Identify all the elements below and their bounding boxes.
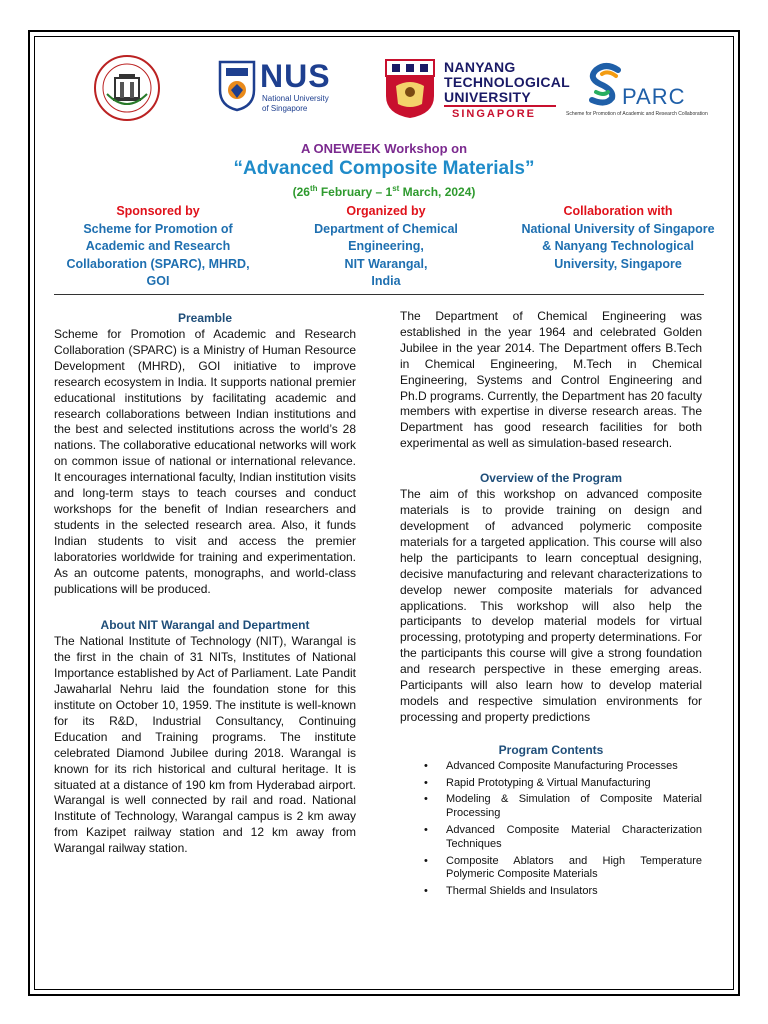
collaboration-line: National University of Singapore bbox=[521, 221, 715, 236]
list-item: • Advanced Composite Material Characterization Techniques bbox=[446, 824, 702, 852]
list-item: • Rapid Prototyping & Virtual Manufacturing bbox=[446, 777, 702, 791]
about-heading: About NIT Warangal and Department bbox=[100, 618, 310, 633]
nus-wordmark: NUS bbox=[260, 58, 331, 94]
sponsor-line: Academic and Research bbox=[85, 239, 231, 253]
list-item: • Advanced Composite Manufacturing Processes bbox=[446, 760, 702, 774]
list-item: • Modeling & Simulation of Composite Material Processing bbox=[446, 793, 702, 821]
sponsor-line: Scheme for Promotion of bbox=[83, 221, 233, 236]
sparc-tagline: Scheme for Promotion of Academic and Research Collaboration bbox=[566, 111, 708, 117]
section-divider bbox=[54, 294, 704, 295]
nus-subtitle bbox=[262, 94, 329, 114]
ntu-logo bbox=[384, 58, 571, 124]
date-sup: th bbox=[309, 184, 318, 193]
date-part: March, 2024) bbox=[399, 185, 476, 199]
left-column bbox=[54, 309, 356, 857]
sparc-s-icon bbox=[586, 62, 626, 106]
date-part: (26 bbox=[292, 185, 310, 199]
list-item: • Composite Ablators and High Temperature Polymeric Composite Materials bbox=[446, 855, 702, 883]
collaboration-line: University, Singapore bbox=[554, 256, 682, 271]
collaboration-block bbox=[506, 203, 730, 273]
ntu-line3: UNIVERSITY bbox=[444, 89, 532, 105]
nus-shield-icon bbox=[218, 60, 256, 112]
sponsor-line: Collaboration (SPARC), MHRD, bbox=[66, 256, 250, 271]
ntu-wordmark bbox=[444, 60, 570, 105]
preamble-heading: Preamble bbox=[177, 311, 233, 325]
collaboration-heading: Collaboration with bbox=[563, 204, 673, 218]
sponsor-heading: Sponsored by bbox=[116, 204, 200, 218]
overview-text: The aim of this workshop on advanced composite materials is to provide training on design and development of advanced polymeric composite materials for a targeted application. This course will also help the participants to learn conceptual designing, decisive manufacturing and relevant characterizations to develop newer composite materials for advanced applications. This workshop will also help the participants to develop material models for virtual processing, prototyping and property determinations. For the participants this course will give a strong foundation and research perspective in these emerging areas. Participants will also learn how to develop material models and respective simulation environments for processing and property predictions bbox=[400, 487, 702, 724]
date-sup: st bbox=[392, 184, 400, 193]
workshop-dates bbox=[34, 184, 734, 199]
preamble-text: Scheme for Promotion of Academic and Research Collaboration (SPARC) is a Ministry of Human Resource Development (MHRD), GOI initiative to improve research ecosystem in India. It supports national premier educational institutions by facilitating academic and research collaborations between Indian institutions and the best and selected institutions across the world’s 28 nations. The collaborative educational networks will work on common issue of national or international relevance. It encourages international faculty, Indian institution visits and long-term stays to teach courses and conduct workshops for the benefit of Indian researchers and students in the selected research area. Also, it funds Indian students to visit and access the premier laboratories worldwide for training and experimentation. As an outcome patents, monographs, and world-class publications will be produced. bbox=[54, 327, 356, 596]
nus-subtitle-line1: National University bbox=[262, 94, 329, 103]
workshop-title: “Advanced Composite Materials” bbox=[233, 158, 535, 179]
ntu-singapore: SINGAPORE bbox=[452, 108, 537, 120]
nus-logo bbox=[218, 56, 348, 120]
ntu-red-rule bbox=[444, 105, 556, 107]
organizer-block bbox=[300, 203, 472, 291]
nus-subtitle-line2: of Singapore bbox=[262, 104, 308, 113]
sponsor-block bbox=[48, 203, 268, 291]
list-item: • Thermal Shields and Insulators bbox=[446, 885, 702, 899]
organizer-line: Department of Chemical bbox=[314, 221, 458, 236]
right-column bbox=[400, 309, 702, 902]
organizer-line: Engineering, bbox=[348, 239, 424, 253]
program-contents-heading: Program Contents bbox=[498, 742, 604, 757]
workshop-line: A ONEWEEK Workshop on bbox=[300, 141, 468, 156]
organizer-line: NIT Warangal, bbox=[344, 256, 428, 271]
organizer-line: India bbox=[371, 274, 401, 288]
sparc-wordmark: PARC bbox=[622, 84, 686, 109]
sparc-logo bbox=[560, 62, 730, 118]
department-text: The Department of Chemical Engineering was established in the year 1964 and celebrated Golden Jubilee in the year 2014. The Department offers B.Tech in Chemical Engineering, M.Tech in Chemical Engineering, Systems and Control Engineering and Ph.D programs. Currently, the Department has 20 faculty members with expertise in diverse research areas. The Department has good research facilities for both experimental as well as simulation-based research. bbox=[400, 309, 702, 451]
nit-warangal-logo bbox=[93, 54, 161, 122]
ntu-line1: NANYANG bbox=[444, 59, 516, 75]
date-part: February – 1 bbox=[317, 185, 393, 199]
overview-heading: Overview of the Program bbox=[479, 471, 623, 486]
ntu-line2: TECHNOLOGICAL bbox=[444, 74, 571, 90]
organizer-heading: Organized by bbox=[346, 204, 426, 218]
about-text: The National Institute of Technology (NIT), Warangal is the first in the chain of 31 NITs, Institutes of National Importance established by Act of Parliament. Late Pandit Jawaharlal Nehru laid the foundation stone for this institute on October 10, 1959. The institute is well-known for its R&D, Industrial Consultancy, Continuing Education and Training programs. The institute celebrated Diamond Jubilee during 2018. Warangal is known for its rich historical and cultural heritage. It is situated at a distance of 190 km from Hyderabad airport. Warangal is well connected by rail and road. National Institute of Technology, Warangal campus is 2 km away from Kazipet railway station and 12 km away from Warangal railway station. bbox=[54, 634, 356, 856]
ntu-crest-icon bbox=[384, 58, 436, 120]
sponsor-line: GOI bbox=[146, 274, 170, 288]
collaboration-line: & Nanyang Technological bbox=[542, 239, 694, 253]
program-contents-list bbox=[400, 760, 702, 899]
